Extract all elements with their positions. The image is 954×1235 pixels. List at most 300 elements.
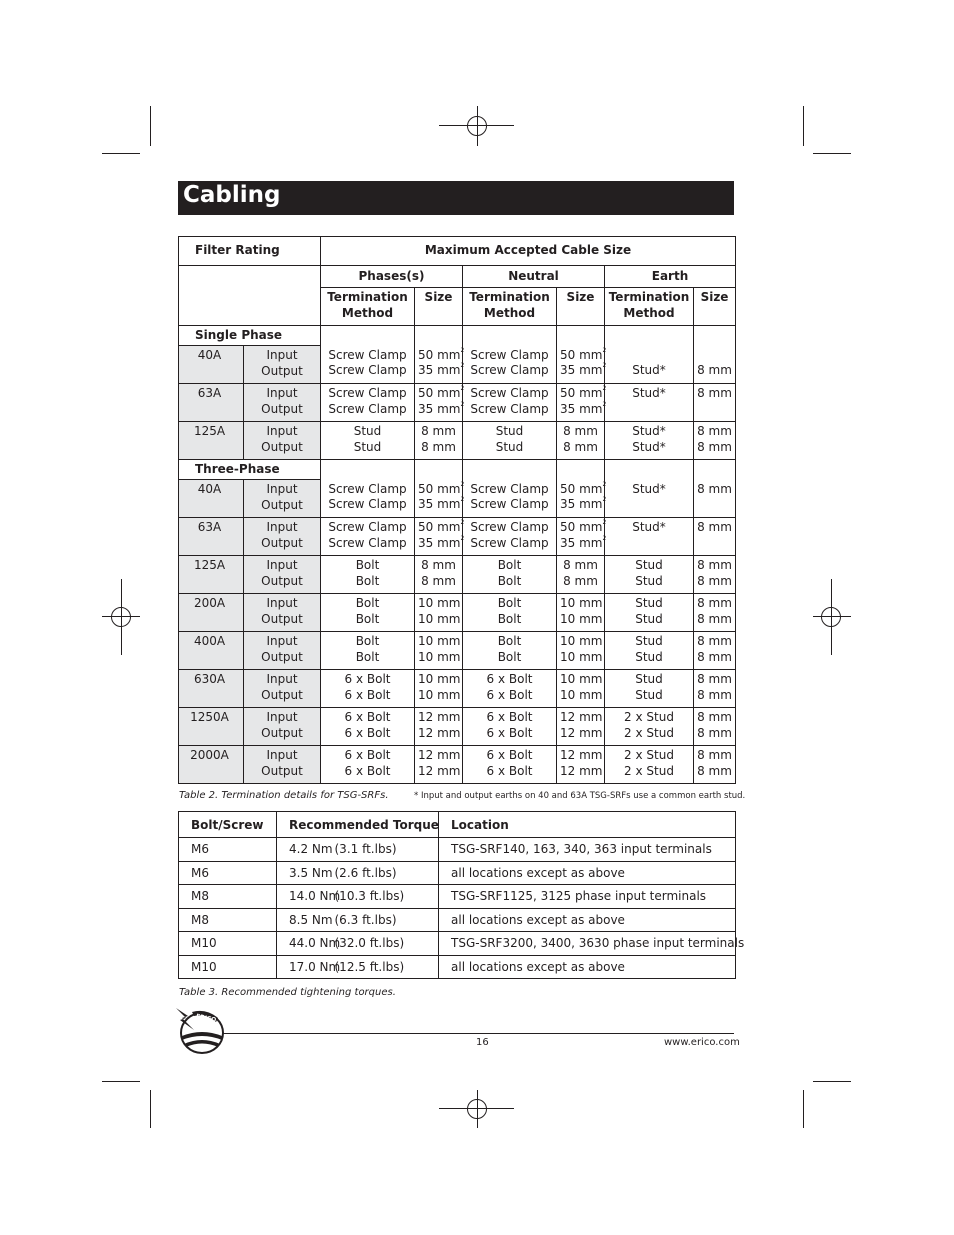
- phase-termination-line: [324, 650, 411, 666]
- header-term-line2: Method: [341, 305, 394, 320]
- earth-size: [694, 556, 736, 594]
- io-label: Input: [266, 348, 298, 362]
- neutral-termination-text: Screw Clamp: [470, 386, 549, 400]
- phase-size-line: [418, 688, 459, 704]
- phase-size-line: [418, 596, 459, 612]
- phase-size-text: 8 mm: [421, 558, 456, 572]
- phase-size-line: [418, 650, 459, 666]
- squared-superscript: 2: [602, 385, 607, 392]
- neutral-size: [557, 670, 605, 708]
- earth-size-line: [697, 726, 732, 742]
- earth-size-text: 8 mm: [697, 687, 732, 702]
- earth-termination-line: [608, 710, 690, 726]
- neutral-size-line: [560, 710, 601, 726]
- earth-size-text: 8 mm: [697, 634, 732, 648]
- io-cell: [244, 518, 321, 556]
- io-label: Output: [261, 687, 303, 702]
- phase-size-line: [418, 519, 465, 536]
- squared-superscript: 2: [602, 346, 607, 354]
- neutral-size-text: 8 mm: [563, 424, 598, 438]
- neutral-size: [557, 746, 605, 784]
- header-max-size: Maximum Accepted Cable Size: [321, 237, 736, 266]
- earth-termination-line: [608, 596, 690, 612]
- earth-termination-line: [608, 612, 690, 628]
- neutral-size-text: 12 mm: [560, 710, 603, 724]
- phase-size: [415, 556, 463, 594]
- neutral-size-line: [560, 480, 607, 498]
- io-cell: [244, 670, 321, 708]
- earth-size-line: [697, 748, 732, 764]
- phase-termination: [321, 594, 415, 632]
- neutral-size-text: 50 mm: [560, 481, 603, 496]
- header-neutral: Neutral: [463, 266, 605, 288]
- earth-termination-line: [608, 688, 690, 704]
- earth-size-line: [697, 710, 732, 726]
- earth-size-text: 8 mm: [697, 573, 732, 588]
- table-row: [179, 746, 736, 784]
- header-earth: Earth: [605, 266, 736, 288]
- header-recommended-torque: Recommended Torque: [277, 812, 439, 838]
- table-row: [179, 708, 736, 746]
- phase-termination-line: [324, 482, 411, 498]
- bolt-cell: M10: [179, 932, 277, 956]
- neutral-termination: [463, 670, 557, 708]
- neutral-termination-line: [466, 363, 553, 379]
- earth-termination-line: [608, 672, 690, 688]
- earth-size-line: [697, 497, 732, 513]
- location-cell: all locations except as above: [439, 908, 736, 932]
- earth-size-line: [697, 424, 732, 440]
- earth-size-text: 8 mm: [697, 672, 732, 686]
- earth-termination-text: Stud*: [632, 481, 666, 496]
- earth-size-text: 8 mm: [697, 424, 732, 438]
- neutral-size: [557, 518, 605, 556]
- io-label: Input: [266, 558, 298, 572]
- phase-size-line: [418, 672, 459, 688]
- earth-size-text: 8 mm: [697, 386, 732, 400]
- neutral-termination-line: [466, 520, 553, 536]
- earth-size-line: [697, 536, 732, 552]
- neutral-size-line: [560, 672, 601, 688]
- io-label: Input: [266, 634, 298, 648]
- earth-termination-line: [608, 497, 690, 513]
- neutral-termination-text: Stud: [495, 424, 524, 438]
- table-row: [179, 670, 736, 708]
- phase-termination: [321, 632, 415, 670]
- earth-size-line: [697, 672, 732, 688]
- io-label: Output: [261, 535, 303, 550]
- phase-termination: [321, 422, 415, 460]
- earth-size: [694, 384, 736, 422]
- phase-termination-text: 6 x Bolt: [344, 710, 391, 724]
- neutral-termination: [463, 632, 557, 670]
- table-row: [179, 384, 736, 422]
- phase-size-text: 12 mm: [418, 763, 461, 778]
- neutral-size-text: 8 mm: [563, 558, 598, 572]
- earth-size-text: 8 mm: [697, 710, 732, 724]
- io-cell: [244, 746, 321, 784]
- earth-termination-text: Stud*: [632, 520, 666, 534]
- phase-termination-line: [324, 363, 411, 379]
- squared-superscript: 2: [602, 534, 607, 542]
- phase-termination-text: Stud: [353, 439, 382, 454]
- neutral-size-text: 50 mm: [560, 520, 603, 534]
- io-cell: [244, 708, 321, 746]
- table-row: [179, 838, 736, 862]
- neutral-termination-line: [466, 536, 553, 552]
- neutral-termination-text: 6 x Bolt: [486, 763, 533, 778]
- phase-termination-line: [324, 497, 411, 513]
- neutral-termination-text: Screw Clamp: [470, 401, 549, 416]
- filter-rating-cell: 63A: [179, 384, 244, 422]
- header-bolt-screw: Bolt/Screw: [179, 812, 277, 838]
- earth-size-line: [697, 363, 732, 379]
- phase-termination-text: Screw Clamp: [328, 347, 407, 362]
- filter-rating-cell: 2000A: [179, 746, 244, 784]
- neutral-size-line: [560, 764, 601, 780]
- section-spacer: [694, 460, 736, 480]
- neutral-size-text: 8 mm: [563, 573, 598, 588]
- earth-termination-line: [608, 402, 690, 418]
- phase-size-line: [418, 400, 465, 418]
- neutral-termination-text: Screw Clamp: [470, 481, 549, 496]
- table-row: [179, 932, 736, 956]
- phase-termination: [321, 746, 415, 784]
- earth-size-text: 8 mm: [697, 520, 732, 534]
- torque-lbs-cell: (12.5 ft.lbs): [335, 955, 439, 979]
- neutral-size-text: 50 mm: [560, 347, 603, 362]
- section-spacer: [415, 326, 463, 346]
- neutral-size-text: 10 mm: [560, 649, 603, 664]
- section-spacer: [321, 460, 415, 480]
- neutral-size-text: 50 mm: [560, 386, 603, 400]
- earth-termination-text: Stud*: [632, 363, 666, 377]
- torque-nm-cell: 17.0 Nm: [277, 955, 335, 979]
- earth-size-text: 8 mm: [697, 481, 732, 496]
- phase-termination-text: Screw Clamp: [328, 401, 407, 416]
- earth-size-line: [697, 574, 732, 590]
- neutral-size-line: [560, 688, 601, 704]
- neutral-termination-line: [466, 558, 553, 574]
- table-row: [179, 422, 736, 460]
- neutral-size-text: 12 mm: [560, 748, 603, 762]
- neutral-size-text: 12 mm: [560, 725, 603, 740]
- neutral-size-line: [560, 346, 607, 364]
- neutral-termination-line: [466, 386, 553, 402]
- squared-superscript: 2: [460, 519, 465, 526]
- location-cell: all locations except as above: [439, 955, 736, 979]
- section-spacer: [557, 326, 605, 346]
- earth-termination-text: Stud: [635, 634, 663, 648]
- header-neutral-termination-method: [463, 288, 557, 326]
- neutral-size: [557, 422, 605, 460]
- section-spacer: [605, 326, 694, 346]
- phase-size-line: [418, 440, 459, 456]
- neutral-termination-text: Screw Clamp: [470, 535, 549, 550]
- neutral-termination: [463, 594, 557, 632]
- phase-size-line: [418, 612, 459, 628]
- phase-size-text: 8 mm: [421, 439, 456, 454]
- neutral-size-line: [560, 634, 601, 650]
- squared-superscript: 2: [460, 385, 465, 392]
- phase-termination-text: Stud: [353, 424, 382, 438]
- earth-termination-text: 2 x Stud: [624, 710, 674, 724]
- earth-size-line: [697, 612, 732, 628]
- header-blank: [179, 266, 321, 326]
- phase-termination: [321, 480, 415, 518]
- earth-termination-text: Stud*: [632, 439, 666, 454]
- squared-superscript: 2: [460, 496, 465, 503]
- neutral-termination-line: [466, 402, 553, 418]
- header-phases-size: Size: [415, 288, 463, 326]
- location-cell: TSG-SRF3200, 3400, 3630 phase input terminals: [439, 932, 736, 956]
- phase-size-text: 10 mm: [418, 687, 461, 702]
- io-label: Output: [261, 611, 303, 626]
- earth-size: [694, 708, 736, 746]
- filter-rating-cell: 1250A: [179, 708, 244, 746]
- neutral-termination: [463, 708, 557, 746]
- header-term-line2: Method: [483, 305, 536, 320]
- phase-termination: [321, 518, 415, 556]
- phase-size-line: [418, 574, 459, 590]
- earth-size-text: 8 mm: [697, 748, 732, 762]
- phase-size-line: [418, 748, 459, 764]
- earth-termination: [605, 346, 694, 384]
- website: www.erico.com: [664, 1037, 740, 1048]
- io-cell: [244, 422, 321, 460]
- io-label: Output: [261, 573, 303, 588]
- earth-size: [694, 346, 736, 384]
- phase-size-line: [418, 362, 465, 379]
- table-row: [179, 955, 736, 979]
- earth-termination-text: Stud: [635, 596, 663, 610]
- phase-size: [415, 670, 463, 708]
- phase-size: [415, 746, 463, 784]
- squared-superscript: 2: [460, 534, 465, 542]
- phase-termination-line: [324, 402, 411, 418]
- neutral-size-line: [560, 596, 601, 612]
- phase-termination-text: Bolt: [355, 649, 380, 664]
- phase-termination-text: 6 x Bolt: [344, 748, 391, 762]
- phase-size-line: [418, 385, 465, 402]
- squared-superscript: 2: [602, 496, 607, 503]
- earth-size: [694, 480, 736, 518]
- phase-size-text: 35 mm: [418, 535, 461, 550]
- phase-termination-text: Screw Clamp: [328, 481, 407, 496]
- header-term-line1: Termination: [327, 290, 408, 304]
- bolt-cell: M10: [179, 955, 277, 979]
- earth-size-text: 8 mm: [697, 611, 732, 626]
- earth-termination-text: Stud*: [632, 424, 666, 438]
- phase-termination-line: [324, 348, 411, 364]
- page-title: Cabling: [183, 182, 281, 208]
- earth-size-line: [697, 520, 732, 536]
- earth-size-text: 8 mm: [697, 649, 732, 664]
- neutral-size: [557, 632, 605, 670]
- phase-size: [415, 346, 463, 384]
- neutral-termination-line: [466, 634, 553, 650]
- earth-size-line: [697, 596, 732, 612]
- io-label: Input: [266, 424, 298, 438]
- phase-size-line: [418, 534, 465, 552]
- phase-size-line: [418, 480, 465, 498]
- header-filter-rating: Filter Rating: [179, 237, 321, 266]
- io-cell: [244, 556, 321, 594]
- phase-termination-line: [324, 748, 411, 764]
- filter-rating-cell: 200A: [179, 594, 244, 632]
- section-spacer: [321, 326, 415, 346]
- phase-size-text: 12 mm: [418, 725, 461, 740]
- header-term-line1: Termination: [469, 290, 550, 304]
- earth-termination: [605, 746, 694, 784]
- squared-superscript: 2: [460, 400, 465, 408]
- neutral-termination-text: Bolt: [497, 611, 522, 626]
- phase-termination-text: 6 x Bolt: [344, 687, 391, 702]
- phase-size-line: [418, 346, 465, 364]
- neutral-termination-line: [466, 482, 553, 498]
- earth-size-line: [697, 482, 732, 498]
- phase-termination-text: Screw Clamp: [328, 520, 407, 534]
- earth-termination-line: [608, 440, 690, 456]
- io-label: Input: [266, 482, 298, 496]
- neutral-termination-text: Bolt: [497, 596, 522, 610]
- earth-termination-line: [608, 386, 690, 402]
- earth-size: [694, 670, 736, 708]
- earth-termination-line: [608, 634, 690, 650]
- header-term-line2: Method: [623, 305, 675, 320]
- phase-termination-text: Screw Clamp: [328, 363, 407, 377]
- phase-size-text: 12 mm: [418, 710, 461, 724]
- earth-size-text: 8 mm: [697, 725, 732, 740]
- neutral-size-line: [560, 748, 601, 764]
- phase-termination-text: Screw Clamp: [328, 386, 407, 400]
- phase-size-text: 35 mm: [418, 497, 461, 511]
- bolt-cell: M8: [179, 885, 277, 909]
- neutral-termination-line: [466, 612, 553, 628]
- phase-size-text: 50 mm: [418, 386, 461, 400]
- earth-termination-line: [608, 558, 690, 574]
- squared-superscript: 2: [602, 480, 607, 488]
- phase-termination-line: [324, 424, 411, 440]
- neutral-termination-text: Bolt: [497, 558, 522, 572]
- neutral-size-line: [560, 440, 601, 456]
- neutral-size-text: 10 mm: [560, 611, 603, 626]
- earth-size-line: [697, 386, 732, 402]
- io-label: Input: [266, 596, 298, 610]
- neutral-termination: [463, 422, 557, 460]
- earth-size-text: 8 mm: [697, 763, 732, 778]
- neutral-termination: [463, 518, 557, 556]
- header-earth-size: Size: [694, 288, 736, 326]
- table2-note: * Input and output earths on 40 and 63A TSG-SRFs use a common earth stud.: [414, 791, 746, 801]
- section-spacer: [605, 460, 694, 480]
- phase-termination-line: [324, 764, 411, 780]
- table-row: [179, 556, 736, 594]
- phase-size-line: [418, 710, 459, 726]
- phase-size: [415, 480, 463, 518]
- neutral-size: [557, 594, 605, 632]
- neutral-termination-text: 6 x Bolt: [486, 672, 533, 686]
- earth-size-line: [697, 440, 732, 456]
- neutral-size-text: 12 mm: [560, 763, 603, 778]
- neutral-termination-text: Screw Clamp: [470, 520, 549, 534]
- neutral-size-text: 35 mm: [560, 535, 603, 550]
- phase-size-text: 12 mm: [418, 748, 461, 762]
- earth-termination-line: [608, 424, 690, 440]
- header-location: Location: [439, 812, 736, 838]
- table3-caption: Table 3. Recommended tightening torques.: [179, 987, 396, 998]
- squared-superscript: 2: [460, 346, 465, 354]
- io-label: Output: [261, 439, 303, 454]
- phase-termination-line: [324, 536, 411, 552]
- neutral-size-line: [560, 496, 607, 513]
- earth-termination: [605, 556, 694, 594]
- earth-termination-text: Stud*: [632, 386, 666, 400]
- neutral-termination-line: [466, 424, 553, 440]
- neutral-size: [557, 708, 605, 746]
- io-cell: [244, 346, 321, 384]
- torque-table: [178, 811, 745, 979]
- phase-size: [415, 422, 463, 460]
- table-row: [179, 908, 736, 932]
- neutral-size-line: [560, 558, 601, 574]
- neutral-termination-text: Stud: [495, 439, 524, 454]
- phase-size-text: 35 mm: [418, 363, 461, 377]
- earth-size: [694, 632, 736, 670]
- neutral-termination: [463, 384, 557, 422]
- filter-rating-cell: 63A: [179, 518, 244, 556]
- page-number: 16: [476, 1037, 489, 1048]
- erico-logo-icon: [172, 1006, 226, 1056]
- phase-termination-line: [324, 688, 411, 704]
- io-label: Input: [266, 520, 298, 534]
- section-label: Single Phase: [179, 326, 321, 346]
- phase-size-text: 10 mm: [418, 672, 461, 686]
- neutral-size-text: 10 mm: [560, 672, 603, 686]
- filter-rating-cell: 40A: [179, 480, 244, 518]
- table2-caption: Table 2. Termination details for TSG-SRFs.: [179, 790, 389, 801]
- neutral-size-line: [560, 400, 607, 418]
- table-row: [179, 885, 736, 909]
- earth-size: [694, 518, 736, 556]
- phase-size-text: 10 mm: [418, 596, 461, 610]
- footer-rule: [222, 1033, 734, 1034]
- neutral-size: [557, 556, 605, 594]
- neutral-size-line: [560, 726, 601, 742]
- phase-size-text: 50 mm: [418, 347, 461, 362]
- table-row: [179, 861, 736, 885]
- earth-termination-text: 2 x Stud: [624, 763, 674, 778]
- earth-termination-line: [608, 520, 690, 536]
- earth-termination: [605, 384, 694, 422]
- table-row: [179, 346, 736, 384]
- squared-superscript: 2: [602, 519, 607, 526]
- table-row: [179, 632, 736, 670]
- earth-termination-line: [608, 536, 690, 552]
- neutral-size-text: 35 mm: [560, 363, 603, 377]
- location-cell: all locations except as above: [439, 861, 736, 885]
- earth-termination-text: Stud: [635, 573, 663, 588]
- io-label: Input: [266, 748, 298, 762]
- torque-nm-cell: 44.0 Nm: [277, 932, 335, 956]
- earth-termination-text: Stud: [635, 687, 663, 702]
- io-cell: [244, 384, 321, 422]
- phase-size-text: 8 mm: [421, 424, 456, 438]
- neutral-termination-line: [466, 710, 553, 726]
- earth-size-line: [697, 650, 732, 666]
- io-label: Input: [266, 710, 298, 724]
- earth-termination-text: Stud: [635, 611, 663, 626]
